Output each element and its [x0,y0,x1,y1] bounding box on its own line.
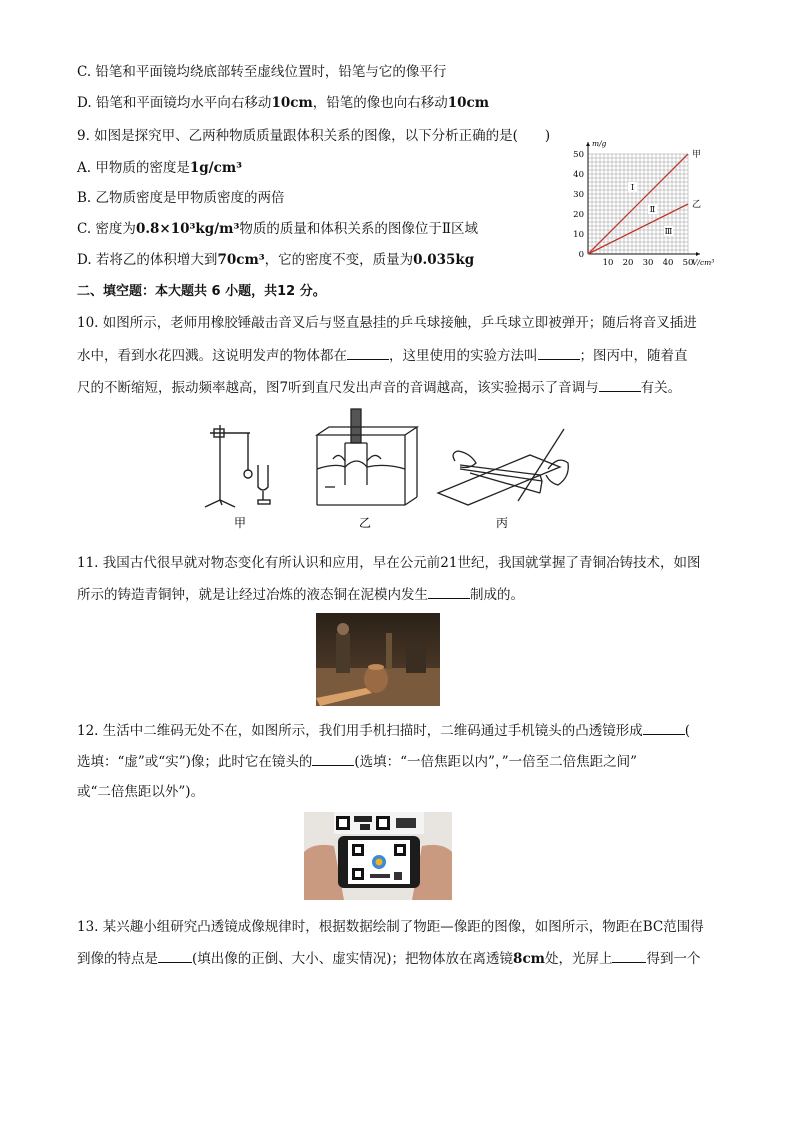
q9-option-a: A. 甲物质的密度是1g/cm³ [77,160,243,176]
x-tick-label: 20 [622,258,634,268]
x-tick-label: 40 [662,258,674,268]
y-axis-label: m/g [592,139,607,148]
q8-option-d: D. 铅笔和平面镜均水平向右移动10cm，铅笔的像也向右移动10cm [77,95,490,111]
tuning-fork-water-figure [305,405,425,530]
y-tick-label: 10 [573,230,584,240]
figure-caption-bing: 丙 [495,516,509,530]
q13-line-1: 13. 某兴趣小组研究凸透镜成像规律时，根据数据绘制了物距—像距的图像，如图所示，物距在BC范围得 [77,919,704,935]
bronze-casting-photo [316,613,440,706]
q12-line-1: 12. 生活中二维码无处不在，如图所示，我们用手机扫描时，二维码通过手机镜头的凸透镜形成 ( [77,720,690,741]
q8-option-c: C. 铅笔和平面镜均绕底部转至虚线位置时，铅笔与它的像平行 [77,64,447,80]
q9-option-c: C. 密度为0.8×10³kg/m³物质的质量和体积关系的图像位于Ⅱ区域 [77,221,479,237]
y-tick-label: 40 [573,170,584,180]
answer-blank[interactable] [158,948,192,963]
q11-line-1: 11. 我国古代很早就对物态变化有所认识和应用，早在公元前21世纪，我国就掌握了青铜冶铸技术，如图 [77,555,701,571]
q9-option-d: D. 若将乙的体积增大到70cm³，它的密度不变，质量为0.035kg [77,252,475,268]
figure-caption-jia: 甲 [233,516,247,530]
series-label-0: 甲 [692,150,702,160]
q10-line-2: 水中，看到水花四溅。这说明发声的物体都在 ，这里使用的实验方法叫 ；图丙中，随着直 [77,345,688,366]
series-label-1: 乙 [692,200,702,210]
region-label-2: Ⅲ [664,227,673,236]
y-axis-arrow [586,142,590,146]
answer-blank[interactable] [612,948,646,963]
series-line-0 [588,154,688,254]
region-label-1: Ⅱ [649,205,656,214]
x-axis-arrow [696,252,700,256]
x-tick-label: 30 [642,258,654,268]
region-label-0: Ⅰ [630,183,635,192]
mass-volume-graph [560,130,740,270]
q10-line-1: 10. 如图所示，老师用橡胶锤敲击音叉后与竖直悬挂的乒乓球接触，乒乓球立即被弹开；随后将音叉插进 [77,315,697,331]
x-axis-label: V/cm³ [692,258,715,267]
tuning-fork-pingpong-figure [200,405,280,530]
q12-line-2: 选填：“虚”或“实”)像；此时它在镜头的 (选填：“一倍焦距以内”，”一倍至二倍焦距之间” [77,751,637,772]
q11-line-2: 所示的铸造青铜钟，就是让经过冶炼的液态铜在泥模内发生 制成的。 [77,584,524,605]
q9-option-b: B. 乙物质密度是甲物质密度的两倍 [77,190,285,206]
figure-caption-yi: 乙 [358,516,372,530]
q10-line-3: 尺的不断缩短，振动频率越高，图7听到直尺发出声音的音调越高，该实验揭示了音调与 有关。 [77,377,681,398]
answer-blank[interactable] [538,345,580,360]
section-heading: 二、填空题：本大题共 6 小题，共12 分。 [77,284,326,299]
q13-line-2: 到像的特点是 (填出像的正倒、大小、虚实情况)；把物体放在离透镜8cm处，光屏上 得到一个 [77,948,700,969]
q12-line-3: 或“二倍焦距以外”)。 [77,784,205,800]
y-tick-label: 30 [573,190,584,200]
q9-stem: 9. 如图是探究甲、乙两种物质质量跟体积关系的图像，以下分析正确的是( ) [77,128,551,144]
answer-blank[interactable] [428,584,470,599]
ruler-table-figure [430,405,575,530]
x-tick-label: 10 [602,258,614,268]
answer-blank[interactable] [643,720,685,735]
x-tick-label: 50 [682,258,694,268]
y-tick-label: 0 [578,250,584,260]
answer-blank[interactable] [312,751,354,766]
answer-blank[interactable] [347,345,389,360]
y-tick-label: 20 [573,210,584,220]
answer-blank[interactable] [599,377,641,392]
qr-code-scan-photo [304,812,452,900]
y-tick-label: 50 [573,150,584,160]
